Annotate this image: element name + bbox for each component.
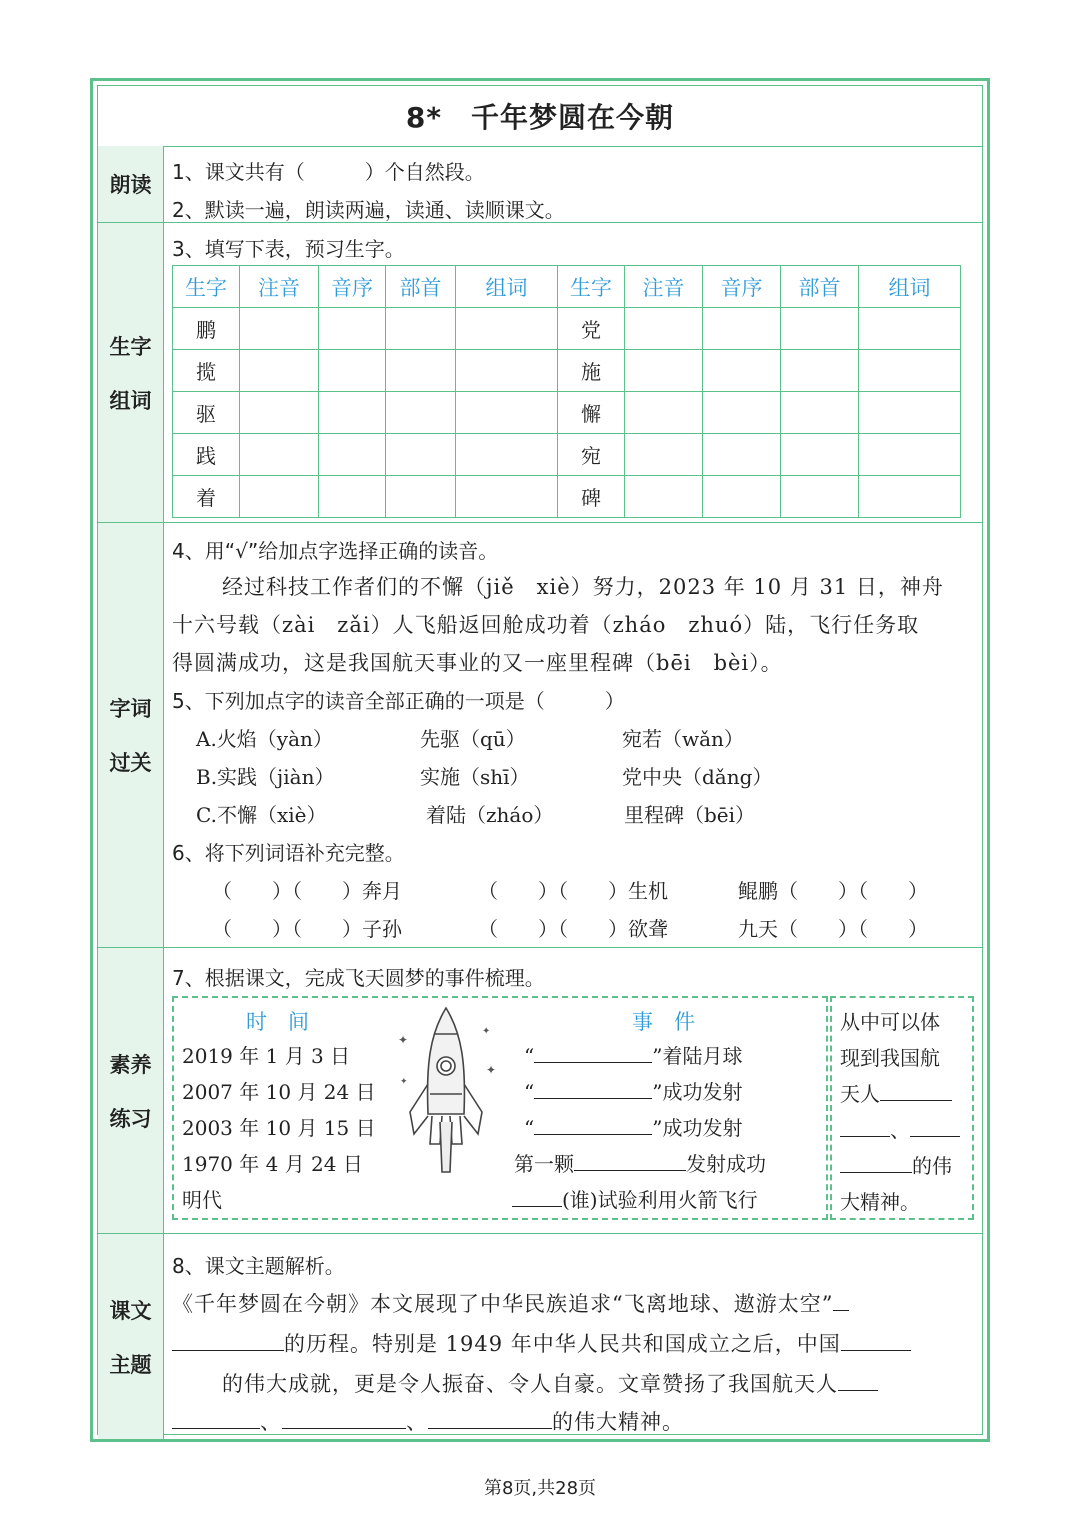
section-reading <box>164 146 982 223</box>
blank-line[interactable] <box>172 1407 260 1429</box>
blank-cell[interactable] <box>625 392 703 434</box>
header-cell: 生字 <box>558 266 625 308</box>
option-b-3: 党中央（dǎng） <box>622 765 773 789</box>
option-c-1[interactable]: C.不懈（xiè） <box>196 803 327 827</box>
theme-line-1 <box>172 1288 849 1318</box>
blank-cell[interactable] <box>703 350 781 392</box>
blank-cell[interactable] <box>319 308 386 350</box>
event-3-text: 成功发射 <box>662 1116 743 1140</box>
char-cell: 践 <box>173 434 240 476</box>
theme-sep: 、 <box>260 1410 282 1434</box>
passage-line-1: 经过科技工作者们的不懈（jiě xiè）努力，2023 年 10 月 31 日，神舟 <box>222 575 944 599</box>
header-cell: 音序 <box>319 266 386 308</box>
section-practice <box>164 948 982 1234</box>
blank-line[interactable] <box>512 1186 562 1207</box>
svg-text:✦: ✦ <box>398 1033 409 1047</box>
blank-cell[interactable] <box>625 434 703 476</box>
table-row <box>173 392 961 434</box>
label-exercise: 练习 <box>109 1106 152 1131</box>
char-cell: 揽 <box>173 350 240 392</box>
blank-cell[interactable] <box>456 350 558 392</box>
question-6: 6、将下列词语补充完整。 <box>172 841 405 865</box>
theme-sep: 、 <box>406 1410 428 1434</box>
blank-cell[interactable] <box>703 476 781 518</box>
blank-cell[interactable] <box>703 392 781 434</box>
option-b-1[interactable]: B.实践（jiàn） <box>196 765 335 789</box>
blank-cell[interactable] <box>240 434 319 476</box>
section-words <box>164 523 982 948</box>
label-pass: 过关 <box>109 751 152 775</box>
event-1-text: 着陆月球 <box>662 1044 743 1068</box>
label-words-check: 字词 <box>109 697 152 721</box>
blank-line[interactable] <box>574 1150 686 1171</box>
sidebar-theme <box>98 1234 164 1439</box>
date-2: 2007 年 10 月 24 日 <box>182 1080 376 1104</box>
idiom-1[interactable]: （ ）（ ）奔月 <box>212 879 402 903</box>
passage-line-2: 十六号载（zài zǎi）人飞船返回舱成功着（zháo zhuó）陆，飞行任务取 <box>172 613 920 637</box>
blank-cell[interactable] <box>386 392 456 434</box>
section-theme <box>164 1234 982 1439</box>
blank-cell[interactable] <box>703 308 781 350</box>
blank-cell[interactable] <box>240 308 319 350</box>
header-cell: 组词 <box>859 266 961 308</box>
blank-cell[interactable] <box>456 434 558 476</box>
sidebar-words <box>98 523 164 948</box>
question-5: 5、下列加点字的读音全部正确的一项是（ ） <box>172 689 625 713</box>
blank-cell[interactable] <box>859 434 961 476</box>
passage-line-3: 得圆满成功，这是我国航天事业的又一座里程碑（bēi bèi）。 <box>172 651 783 675</box>
blank-line[interactable] <box>282 1407 406 1429</box>
blank-line[interactable] <box>534 1114 652 1135</box>
label-theme: 主题 <box>109 1352 152 1377</box>
option-c-3: 里程碑（bēi） <box>624 803 756 827</box>
blank-cell[interactable] <box>319 434 386 476</box>
blank-line[interactable] <box>534 1042 652 1063</box>
blank-line[interactable] <box>534 1078 652 1099</box>
char-cell: 施 <box>558 350 625 392</box>
event-5-text: (谁)试验利用火箭飞行 <box>562 1188 758 1212</box>
event-5 <box>512 1184 758 1213</box>
reflection-sep: 、 <box>890 1118 910 1142</box>
blank-cell[interactable] <box>456 392 558 434</box>
option-a-2: 先驱（qū） <box>420 727 526 751</box>
question-4: 4、用“√”给加点字选择正确的读音。 <box>172 539 499 563</box>
blank-cell[interactable] <box>859 350 961 392</box>
blank-line[interactable] <box>838 1369 878 1391</box>
date-3: 2003 年 10 月 15 日 <box>182 1116 376 1140</box>
label-characters: 生字 <box>109 334 152 359</box>
option-c-2: 着陆（zháo） <box>426 803 554 827</box>
reflection-text: 天人 <box>840 1082 880 1106</box>
table-header-row <box>173 266 961 308</box>
header-cell: 部首 <box>386 266 456 308</box>
date-5: 明代 <box>182 1188 222 1212</box>
worksheet-frame <box>90 78 990 1442</box>
question-7: 7、根据课文，完成飞天圆梦的事件梳理。 <box>172 966 545 990</box>
time-header: 时 间 <box>246 1010 309 1034</box>
option-a-1[interactable]: A.火焰（yàn） <box>196 727 333 751</box>
theme-text-3: 的伟大成就，更是令人振奋、令人自豪。文章赞扬了我国航天人 <box>222 1372 838 1396</box>
table-row <box>173 434 961 476</box>
question-2: 2、默读一遍，朗读两遍，读通、读顺课文。 <box>172 198 565 222</box>
section-characters <box>164 223 982 523</box>
char-cell: 鹏 <box>173 308 240 350</box>
idiom-4[interactable]: （ ）（ ）子孙 <box>212 917 402 941</box>
rocket-icon <box>396 1004 496 1180</box>
idiom-3[interactable]: 鲲鹏（ ）（ ） <box>738 879 928 903</box>
sidebar-practice <box>98 948 164 1234</box>
option-a-3: 宛若（wǎn） <box>622 727 744 751</box>
svg-text:✦: ✦ <box>482 1026 491 1037</box>
date-1: 2019 年 1 月 3 日 <box>182 1044 351 1068</box>
idiom-2[interactable]: （ ）（ ）生机 <box>478 879 668 903</box>
event-header: 事 件 <box>632 1010 695 1034</box>
blank-cell[interactable] <box>319 476 386 518</box>
sidebar-characters <box>98 223 164 523</box>
blank-line[interactable] <box>880 1080 952 1101</box>
blank-cell[interactable] <box>240 476 319 518</box>
char-cell: 碑 <box>558 476 625 518</box>
question-8: 8、课文主题解析。 <box>172 1254 345 1278</box>
blank-cell[interactable] <box>781 308 859 350</box>
question-3: 3、填写下表，预习生字。 <box>172 237 405 261</box>
blank-cell[interactable] <box>859 308 961 350</box>
blank-line[interactable] <box>841 1329 911 1351</box>
reflection-line-3 <box>840 1078 952 1107</box>
blank-cell[interactable] <box>781 392 859 434</box>
reflection-line-2: 现到我国航 <box>840 1046 940 1070</box>
theme-text-4: 的伟大精神。 <box>552 1410 684 1434</box>
blank-line[interactable] <box>172 1329 284 1351</box>
blank-cell[interactable] <box>386 434 456 476</box>
blank-cell[interactable] <box>859 392 961 434</box>
svg-text:✦: ✦ <box>486 1063 496 1077</box>
event-2: “ ”成功发射 <box>524 1080 743 1104</box>
char-cell: 懈 <box>558 392 625 434</box>
blank-cell[interactable] <box>319 392 386 434</box>
blank-cell[interactable] <box>240 392 319 434</box>
theme-line-2 <box>172 1328 911 1358</box>
event-1: “ ”着陆月球 <box>524 1044 743 1068</box>
event-4 <box>514 1148 766 1177</box>
question-1: 1、课文共有（ ）个自然段。 <box>172 160 485 184</box>
page-footer: 第8页,共28页 <box>483 1478 597 1499</box>
blank-cell[interactable] <box>386 308 456 350</box>
blank-line[interactable] <box>428 1407 552 1429</box>
theme-text-2: 的历程。特别是 1949 年中华人民共和国成立之后，中国 <box>284 1332 841 1356</box>
char-cell: 宛 <box>558 434 625 476</box>
page-title: 8* 千年梦圆在今朝 <box>98 86 982 147</box>
blank-cell[interactable] <box>859 476 961 518</box>
label-reading: 朗读 <box>109 173 152 197</box>
idiom-6[interactable]: 九天（ ）（ ） <box>738 917 928 941</box>
label-quality: 素养 <box>109 1052 152 1077</box>
reflection-text: 的伟 <box>912 1154 952 1178</box>
header-cell: 组词 <box>456 266 558 308</box>
blank-cell[interactable] <box>386 476 456 518</box>
theme-line-3 <box>222 1368 878 1398</box>
table-row <box>173 476 961 518</box>
header-cell: 注音 <box>625 266 703 308</box>
timeline-box <box>172 996 828 1220</box>
blank-cell[interactable] <box>781 350 859 392</box>
blank-cell[interactable] <box>456 476 558 518</box>
blank-cell[interactable] <box>386 350 456 392</box>
vocab-table <box>172 265 961 518</box>
table-row <box>173 350 961 392</box>
theme-line-4 <box>172 1406 684 1436</box>
blank-cell[interactable] <box>703 434 781 476</box>
blank-cell[interactable] <box>781 476 859 518</box>
blank-cell[interactable] <box>625 350 703 392</box>
worksheet-inner <box>97 85 983 1435</box>
svg-text:✦: ✦ <box>400 1077 408 1087</box>
event-2-text: 成功发射 <box>662 1080 743 1104</box>
blank-cell[interactable] <box>456 308 558 350</box>
event-3: “ ”成功发射 <box>524 1116 743 1140</box>
event-4-prefix: 第一颗 <box>514 1152 574 1176</box>
char-cell: 党 <box>558 308 625 350</box>
event-4-suffix: 发射成功 <box>686 1152 766 1176</box>
blank-cell[interactable] <box>625 476 703 518</box>
header-cell: 生字 <box>173 266 240 308</box>
reflection-line-1: 从中可以体 <box>840 1010 940 1034</box>
char-cell: 着 <box>173 476 240 518</box>
reflection-box <box>830 996 974 1220</box>
label-words: 组词 <box>109 388 152 413</box>
blank-line[interactable] <box>840 1152 912 1173</box>
reflection-line-4 <box>840 1114 960 1143</box>
label-text: 课文 <box>109 1298 152 1323</box>
blank-cell[interactable] <box>625 308 703 350</box>
char-cell: 驱 <box>173 392 240 434</box>
idiom-5[interactable]: （ ）（ ）欲聋 <box>478 917 668 941</box>
table-row <box>173 308 961 350</box>
reflection-line-5 <box>840 1150 952 1179</box>
header-cell: 部首 <box>781 266 859 308</box>
header-cell: 音序 <box>703 266 781 308</box>
header-cell: 注音 <box>240 266 319 308</box>
blank-cell[interactable] <box>781 434 859 476</box>
option-b-2: 实施（shī） <box>420 765 530 789</box>
date-4: 1970 年 4 月 24 日 <box>182 1152 363 1176</box>
theme-text-1: 《千年梦圆在今朝》本文展现了中华民族追求“飞离地球、遨游太空” <box>172 1292 834 1316</box>
sidebar-reading <box>98 146 164 223</box>
blank-cell[interactable] <box>240 350 319 392</box>
blank-line[interactable] <box>840 1116 890 1137</box>
reflection-line-6: 大精神。 <box>840 1190 920 1214</box>
blank-cell[interactable] <box>319 350 386 392</box>
blank-line[interactable] <box>833 1289 849 1311</box>
blank-line[interactable] <box>910 1116 960 1137</box>
